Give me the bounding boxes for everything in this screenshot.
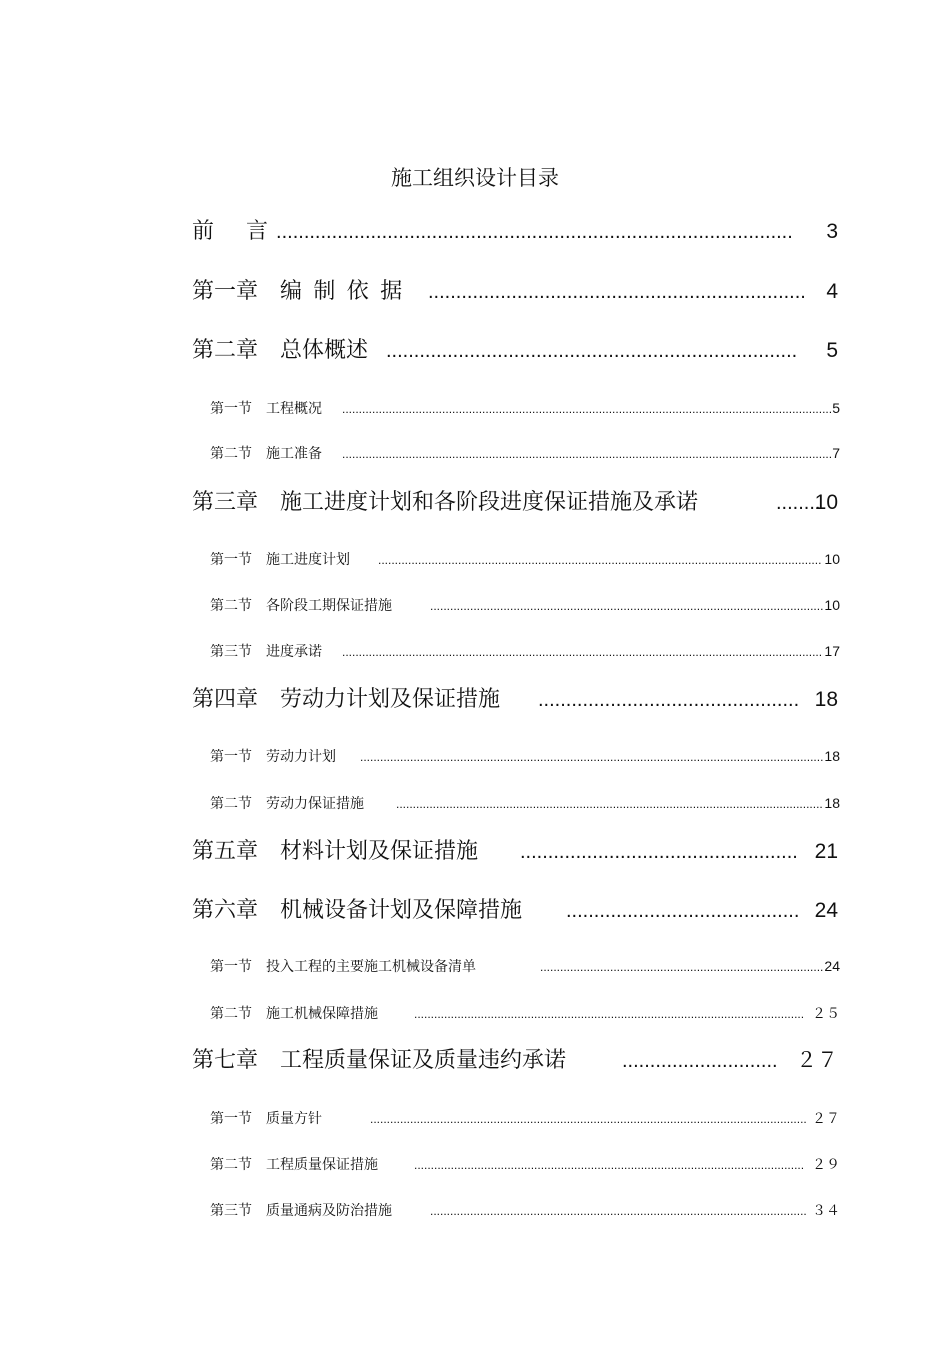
toc-entry-number: 第七章 xyxy=(192,1048,259,1073)
toc-entry-number: 第三节 xyxy=(210,1203,252,1219)
toc-dot-leader: ............................................................................................. xyxy=(276,221,793,243)
toc-dot-leader: ............................................... xyxy=(538,689,800,711)
toc-entry-name: 工程质量保证措施 xyxy=(266,1157,378,1173)
toc-page-number: 7 xyxy=(832,445,840,461)
toc-chapter-entry[interactable] xyxy=(192,216,838,248)
toc-page-number: ２９ xyxy=(812,1156,840,1172)
toc-entry-name: 施工进度计划和各阶段进度保证措施及承诺 xyxy=(280,490,699,515)
toc-page-number: 18 xyxy=(814,688,838,711)
toc-entry-number: 第四章 xyxy=(192,687,259,712)
toc-entry-label xyxy=(192,335,368,367)
toc-dot-leader: ..................................................................................................................................... xyxy=(378,553,822,567)
toc-chapter-entry[interactable] xyxy=(192,684,838,716)
toc-page-number: ３４ xyxy=(812,1202,840,1218)
toc-entry-number: 第二节 xyxy=(210,1157,252,1173)
toc-entry-label xyxy=(210,1004,378,1024)
toc-entry-name: 工程概况 xyxy=(266,401,322,417)
toc-section-entry[interactable] xyxy=(210,1200,840,1221)
toc-dot-leader: ...................................................................................................................... xyxy=(430,599,824,613)
toc-entry-number: 第一节 xyxy=(210,749,252,765)
toc-entry-name: 质量方针 xyxy=(266,1111,322,1127)
toc-page-number: 21 xyxy=(814,840,838,863)
toc-page-number: ２７ xyxy=(812,1110,840,1126)
toc-entry-name: 编 制 依 据 xyxy=(280,279,405,304)
toc-entry-number: 第二节 xyxy=(210,446,252,462)
toc-chapter-entry[interactable] xyxy=(192,276,838,308)
toc-page-number: 18 xyxy=(824,748,840,764)
toc-entry-label xyxy=(210,1201,392,1221)
toc-page-number: 17 xyxy=(824,643,840,659)
toc-page-number: 10 xyxy=(824,551,840,567)
toc-dot-leader: ................................................................................................................................... xyxy=(370,1112,807,1126)
toc-dot-leader: ..................................................................................................................... xyxy=(414,1007,805,1021)
toc-page-number: ２７ xyxy=(796,1049,838,1072)
toc-dot-leader: ........ xyxy=(776,492,821,514)
toc-section-entry[interactable] xyxy=(210,1108,840,1129)
toc-entry-label xyxy=(210,794,364,814)
toc-page-number: ２５ xyxy=(812,1005,840,1021)
toc-dot-leader: .......................................... xyxy=(566,900,800,922)
toc-entry-label xyxy=(210,550,350,570)
toc-dot-leader: ........................................................................................................................................... xyxy=(360,750,824,764)
toc-entry-label xyxy=(210,747,336,767)
toc-entry-name: 施工机械保障措施 xyxy=(266,1006,378,1022)
toc-entry-number: 第二节 xyxy=(210,1006,252,1022)
toc-section-entry[interactable] xyxy=(210,595,840,616)
toc-entry-label xyxy=(192,216,268,248)
toc-entry-label xyxy=(192,684,500,716)
toc-dot-leader: ............................ xyxy=(622,1050,778,1072)
toc-entry-number: 第五章 xyxy=(192,839,259,864)
toc-dot-leader: ................................................................................................................................ xyxy=(396,797,823,811)
toc-entry-label xyxy=(192,895,522,927)
toc-section-entry[interactable] xyxy=(210,956,840,977)
toc-entry-name: 劳动力计划及保证措施 xyxy=(280,687,501,712)
toc-page-number: 5 xyxy=(832,400,840,416)
toc-section-entry[interactable] xyxy=(210,641,840,662)
toc-entry-name: 各阶段工期保证措施 xyxy=(266,598,392,614)
toc-page-number: 4 xyxy=(826,280,838,303)
toc-entry-number: 第二节 xyxy=(210,598,252,614)
toc-dot-leader: .................................................................... xyxy=(428,281,806,303)
toc-page-number: 18 xyxy=(824,795,840,811)
toc-entry-name: 投入工程的主要施工机械设备清单 xyxy=(266,959,476,975)
toc-section-entry[interactable] xyxy=(210,398,840,419)
toc-entry-name: 施工准备 xyxy=(266,446,322,462)
toc-entry-number: 第二章 xyxy=(192,338,259,363)
toc-entry-number: 前 xyxy=(192,219,215,244)
toc-entry-label xyxy=(210,399,322,419)
toc-entry-number: 第一节 xyxy=(210,1111,252,1127)
toc-chapter-entry[interactable] xyxy=(192,1045,838,1077)
toc-page-number: 24 xyxy=(814,899,838,922)
toc-dot-leader: .................................................. xyxy=(520,841,798,863)
toc-title: 施工组织设计目录 xyxy=(391,166,559,190)
toc-entry-number: 第三节 xyxy=(210,644,252,660)
toc-dot-leader: ................................................................................................................................................... xyxy=(342,447,833,461)
toc-entry-number: 第一节 xyxy=(210,401,252,417)
toc-dot-leader: ................................................................................................................................................ xyxy=(342,645,823,659)
toc-dot-leader: ..................................................................................................................... xyxy=(414,1158,805,1172)
toc-page-number: 5 xyxy=(826,339,838,362)
toc-entry-name: 劳动力保证措施 xyxy=(266,796,364,812)
toc-entry-number: 第一节 xyxy=(210,959,252,975)
toc-entry-number: 第三章 xyxy=(192,490,259,515)
toc-entry-number: 第一节 xyxy=(210,552,252,568)
toc-entry-label xyxy=(192,1045,566,1077)
toc-chapter-entry[interactable] xyxy=(192,487,838,519)
toc-chapter-entry[interactable] xyxy=(192,836,838,868)
toc-entry-name: 总体概述 xyxy=(280,338,369,363)
toc-entry-number: 第六章 xyxy=(192,898,259,923)
toc-page-number: 3 xyxy=(826,220,838,243)
toc-entry-label xyxy=(192,487,698,519)
toc-entry-number: 第一章 xyxy=(192,279,259,304)
toc-entry-label xyxy=(210,1109,322,1129)
toc-entry-label xyxy=(210,444,322,464)
toc-chapter-entry[interactable] xyxy=(192,895,838,927)
toc-entry-name: 材料计划及保证措施 xyxy=(280,839,479,864)
toc-entry-label xyxy=(192,276,404,308)
toc-entry-label xyxy=(210,642,322,662)
toc-chapter-entry[interactable] xyxy=(192,335,838,367)
toc-entry-label xyxy=(210,957,476,977)
toc-page-number: 24 xyxy=(824,958,840,974)
toc-section-entry[interactable] xyxy=(210,1154,840,1175)
toc-entry-number: 第二节 xyxy=(210,796,252,812)
toc-page-number: 10 xyxy=(814,491,838,514)
toc-entry-name: 施工进度计划 xyxy=(266,552,350,568)
toc-section-entry[interactable] xyxy=(210,549,840,570)
toc-entry-name: 机械设备计划及保障措施 xyxy=(280,898,523,923)
toc-entry-name: 言 xyxy=(246,219,269,244)
toc-entry-name: 质量通病及防治措施 xyxy=(266,1203,392,1219)
toc-dot-leader: ................................................................................................................................................... xyxy=(342,402,833,416)
toc-page-number: 10 xyxy=(824,597,840,613)
toc-entry-label xyxy=(192,836,478,868)
toc-dot-leader: ................................................................................................................. xyxy=(430,1204,807,1218)
toc-entry-name: 进度承诺 xyxy=(266,644,322,660)
toc-entry-name: 劳动力计划 xyxy=(266,749,336,765)
toc-section-entry[interactable] xyxy=(210,793,840,814)
toc-dot-leader: ..................................................................................... xyxy=(540,960,824,974)
toc-dot-leader: .......................................................................... xyxy=(386,340,798,362)
toc-section-entry[interactable] xyxy=(210,443,840,464)
toc-section-entry[interactable] xyxy=(210,746,840,767)
toc-entry-name: 工程质量保证及质量违约承诺 xyxy=(280,1048,567,1073)
toc-section-entry[interactable] xyxy=(210,1003,840,1024)
toc-entry-label xyxy=(210,596,392,616)
toc-entry-label xyxy=(210,1155,378,1175)
